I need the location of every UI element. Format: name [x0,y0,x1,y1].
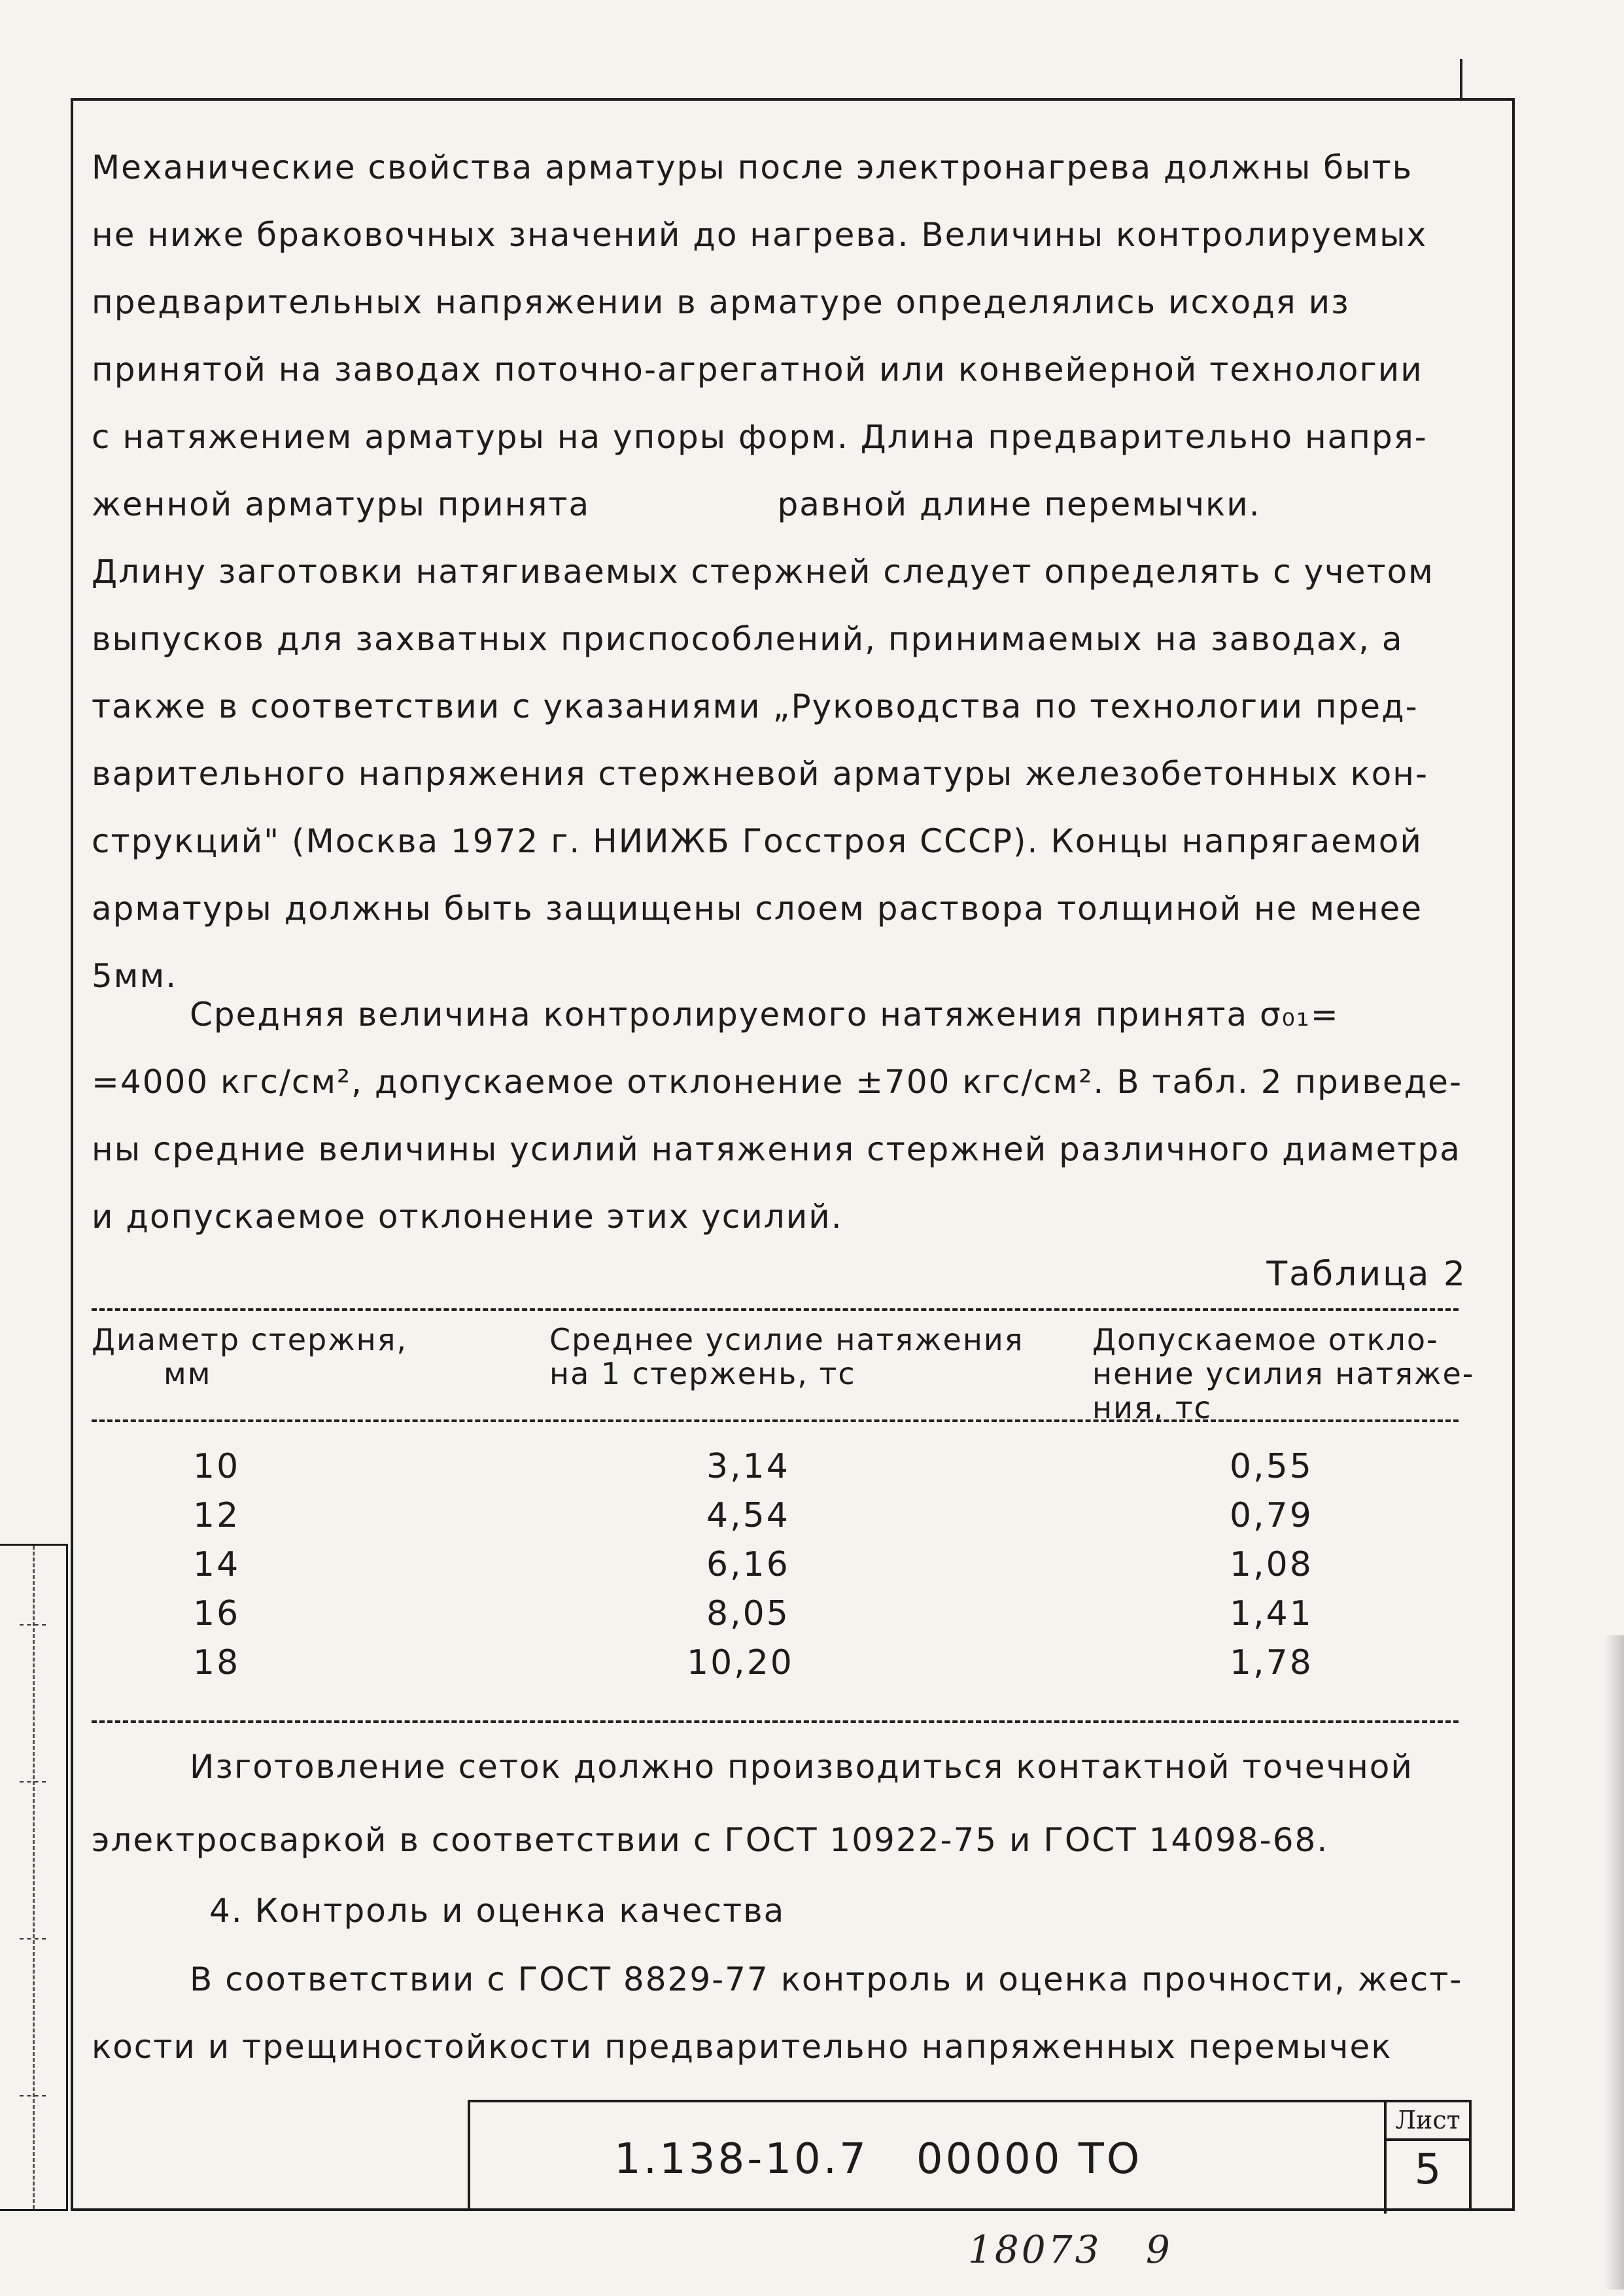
table-title: Таблица 2 [1266,1255,1467,1294]
cell-diameter: 16 [193,1594,241,1633]
binding-tick [20,2095,46,2096]
paragraph-tension [92,981,1472,1251]
table-header-deviation [1092,1323,1474,1425]
paragraph-electroheating [92,134,1472,1010]
title-block-stamp [468,2100,1472,2211]
text-line: с натяжением арматуры на упоры форм. Длина предварительно напря- [92,418,1428,456]
text-line: варительного напряжения стержневой арматуры железобетонных кон- [92,755,1428,793]
text-line: Механические свойства арматуры после электронагрева должны быть [92,148,1413,186]
text-line: также в соответствии с указаниями „Руководства по технологии пред- [92,687,1419,725]
handwritten-archive-number: 18073 9 [968,2227,1173,2272]
cell-diameter: 18 [193,1643,241,1682]
text-line: =4000 кгс/см², допускаемое отклонение ±700 кгс/см². В табл. 2 приведе- [92,1063,1462,1101]
header-line: ния, тс [1092,1390,1212,1425]
scan-shadow [1604,1635,1624,2289]
cell-deviation: 0,55 [1230,1447,1313,1486]
cell-force: 4,54 [706,1496,790,1535]
cell-force: 10,20 [687,1643,794,1682]
header-line: Диаметр стержня, [92,1322,408,1357]
table-rule-bottom [92,1720,1459,1723]
header-line: мм [164,1356,212,1391]
header-line: Допускаемое откло- [1092,1322,1439,1357]
binding-tick [20,1938,46,1939]
cell-force: 8,05 [706,1594,790,1633]
text-line: арматуры должны быть защищены слоем раствора толщиной не менее [92,890,1423,928]
text-line: принятой на заводах поточно-агрегатной или конвейерной технологии [92,351,1423,389]
text-line: женной арматуры принята равной длине перемычки. [92,485,1261,523]
text-line: Длину заготовки натягиваемых стержней следует определять с учетом [92,553,1434,591]
cell-diameter: 14 [193,1545,241,1584]
cell-deviation: 1,78 [1230,1643,1313,1682]
text-line: ны средние величины усилий натяжения стержней различного диаметра [92,1130,1461,1168]
header-line: на 1 стержень, тс [549,1356,856,1391]
table-rule-header [92,1419,1459,1422]
binding-dashed-line [33,1546,35,2209]
cell-deviation: 1,41 [1230,1594,1313,1633]
text-line: выпусков для захватных приспособлений, принимаемых на заводах, а [92,620,1404,658]
text-line: 5мм. [92,957,178,995]
header-line: нение усилия натяже- [1092,1356,1475,1391]
table-header-diameter [92,1323,407,1391]
text-line: и допускаемое отклонение этих усилий. [92,1198,843,1236]
document-code: 1.138-10.7 00000 ТО [614,2135,1143,2183]
text-line: струкций" (Москва 1972 г. НИИЖБ Госстроя СССР). Концы напрягаемой [92,822,1423,860]
text-line: Средняя величина контролируемого натяжения принята σ₀₁= [190,996,1339,1034]
sheet-box [1384,2102,1469,2214]
sheet-label: Лист [1387,2102,1469,2141]
sheet-number: 5 [1414,2146,1442,2194]
text-line: предварительных напряжении в арматуре определялись исходя из [92,283,1350,321]
binding-strip [0,1544,68,2211]
header-line: Среднее усилие натяжения [549,1322,1024,1357]
section-heading-quality [92,1877,1472,1945]
margin-mark [1460,59,1462,98]
cell-deviation: 1,08 [1230,1545,1313,1584]
cell-deviation: 0,79 [1230,1496,1313,1535]
table-header-force [549,1323,1024,1391]
text-line: не ниже браковочных значений до нагрева. Величины контролируемых [92,216,1428,254]
cell-force: 6,16 [706,1545,790,1584]
text-line: электросваркой в соответствии с ГОСТ 10922-75 и ГОСТ 14098-68. [92,1821,1329,1859]
cell-diameter: 12 [193,1496,241,1535]
binding-tick [20,1624,46,1626]
paragraph-welding [92,1730,1472,1877]
cell-force: 3,14 [706,1447,790,1486]
cell-diameter: 10 [193,1447,241,1486]
paragraph-control [92,1946,1472,2081]
text-line: кости и трещиностойкости предварительно напряженных перемычек [92,2028,1392,2066]
binding-tick [20,1781,46,1783]
text-line: Изготовление сеток должно производиться контактной точечной [190,1748,1413,1786]
table-rule-top [92,1308,1459,1311]
text-line: В соответствии с ГОСТ 8829-77 контроль и оценка прочности, жест- [190,1960,1463,1998]
section-heading: 4. Контроль и оценка качества [209,1892,786,1930]
